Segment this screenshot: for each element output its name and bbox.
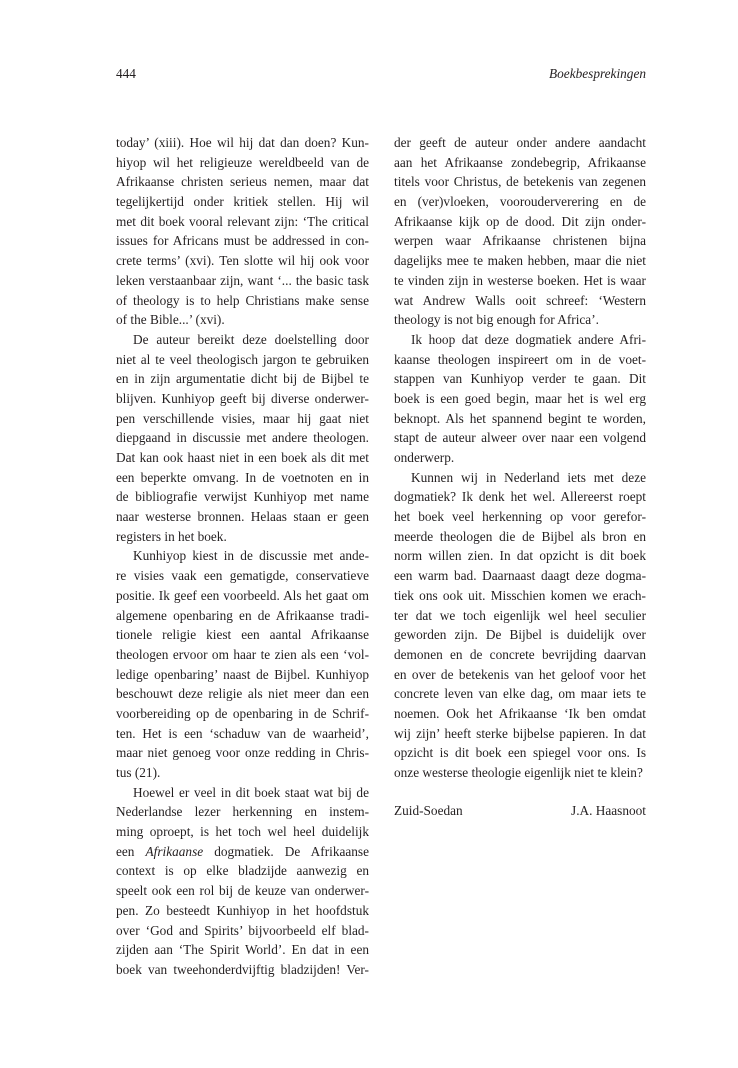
text-run: een bbox=[116, 843, 146, 859]
text-line: het boek veel herkenning op voor gerefor- bbox=[394, 509, 646, 525]
text-line: Afrikaanse kijk op de dood. Dit zijn onder- bbox=[394, 213, 646, 229]
text-line: ter dat we toch eigenlijk wel heel seculier bbox=[394, 607, 646, 623]
text-line: boek is een goed begin, maar het is wel erg bbox=[394, 390, 646, 406]
text-line bbox=[116, 842, 369, 862]
text-line: norm willen zien. In dat opzicht is dit boek bbox=[394, 548, 646, 564]
text-line: Dat kan ook haast niet in een boek als dit met bbox=[116, 450, 369, 465]
paragraph bbox=[116, 330, 369, 547]
text-line: stappen van Kunhiyop verder te gaan. Dit bbox=[394, 371, 646, 387]
text-line: crete terms’ (xvi). Ten slotte wil hij ook voor bbox=[116, 253, 369, 269]
text-line: werpen waar Afrikaanse christenen bijna bbox=[394, 233, 646, 249]
text-line: registers in het boek. bbox=[116, 528, 227, 544]
text-line: today’ (xiii). Hoe wil hij dat dan doen? Kun- bbox=[116, 135, 369, 150]
text-line: en in zijn argumentatie dicht bij de Bijbel te bbox=[116, 371, 369, 387]
text-line: Kunnen wij in Nederland iets met deze bbox=[411, 469, 646, 485]
paragraph bbox=[116, 133, 369, 330]
text-line: positie. Ik geef een voorbeeld. Als het gaat om bbox=[116, 587, 369, 603]
text-line: algemene openbaring en de Afrikaanse tradi- bbox=[116, 607, 369, 623]
paragraph bbox=[394, 330, 646, 468]
text-line: een warm bad. Daarnaast daagt deze dogma- bbox=[394, 568, 646, 584]
text-line: Nederlandse lezer herkenning en instem- bbox=[116, 804, 369, 820]
text-line: theologen ervoor om haar te zien als een ‘vol- bbox=[116, 646, 369, 662]
text-line: De auteur bereikt deze doelstelling door bbox=[133, 331, 369, 347]
text-line: noemen. Ook het Afrikaanse ‘Ik ben omdat bbox=[394, 705, 646, 721]
left-column bbox=[116, 133, 369, 980]
paragraph bbox=[116, 783, 369, 980]
text-line: een beperkte omvang. In de voetnoten en in bbox=[116, 469, 369, 485]
text-line: met dit boek vooral relevant zijn: ‘The critical bbox=[116, 213, 369, 229]
text-line: onderwerp. bbox=[394, 450, 455, 465]
text-line: of the Bible...’ (xvi). bbox=[116, 312, 225, 328]
text-line: opzicht is dit boek een spiegel voor ons. Is bbox=[394, 745, 646, 761]
paragraph bbox=[394, 133, 646, 330]
italic-text: Afrikaanse bbox=[145, 843, 204, 859]
text-line: stapt de auteur alweer over naar een volgend bbox=[394, 430, 646, 446]
text-line: onze westerse theologie eigenlijk niet te klein? bbox=[394, 765, 643, 780]
text-line: concrete leven van elke dag, om maar iets te bbox=[394, 686, 646, 702]
section-title: Boekbesprekingen bbox=[549, 66, 646, 81]
review-signature bbox=[394, 801, 646, 821]
text-line: te vinden zijn in westerse boeken. Het is waar bbox=[394, 272, 646, 288]
text-line: der geeft de auteur onder andere aandacht bbox=[394, 135, 646, 150]
text-line: geworden zijn. De Bijbel is duidelijk over bbox=[394, 627, 646, 643]
paragraph bbox=[116, 546, 369, 782]
text-line: context is op elke bladzijde aanwezig en bbox=[116, 863, 369, 879]
text-line: meerde theologen die de Bijbel als bron en bbox=[394, 528, 646, 544]
text-line: ledige openbaring’ naast de Bijbel. Kunhiyop bbox=[116, 666, 369, 682]
text-line: niet al te veel theologisch jargon te gebruiken bbox=[116, 351, 369, 367]
running-header bbox=[116, 64, 646, 84]
text-line: blijven. Kunhiyop geeft bij diverse onderwer- bbox=[116, 390, 369, 406]
text-line: dogmatiek? Ik denk het wel. Allereerst roept bbox=[394, 489, 646, 505]
text-run: dogmatiek. De Afrikaanse bbox=[203, 843, 369, 859]
text-line: tus (21). bbox=[116, 765, 161, 780]
signature-author: J.A. Haasnoot bbox=[571, 803, 646, 818]
text-line: leken verstaanbaar zijn, want ‘... the basic task bbox=[116, 272, 369, 288]
text-line: wij zijn’ heeft sterke bijbelse papieren. In dat bbox=[394, 725, 646, 741]
text-line: demonen en de concrete bevrijding daarvan bbox=[394, 646, 646, 662]
text-line: pen. Zo besteedt Kunhiyop in het hoofdstuk bbox=[116, 902, 369, 918]
text-line: beschouwt deze religie als niet meer dan een bbox=[116, 686, 369, 702]
text-line: maar niet genoeg voor onze redding in Chris- bbox=[116, 745, 369, 761]
text-line: ming oproept, is het toch wel heel duidelijk bbox=[116, 824, 369, 840]
text-line: tegelijkertijd onder kritiek stellen. Hij wil bbox=[116, 194, 369, 210]
text-line: diepgaand in discussie met andere theologen. bbox=[116, 430, 369, 446]
text-line: Ik hoop dat deze dogmatiek andere Afri- bbox=[411, 331, 646, 347]
text-line: pen verschillende visies, maar hij gaat niet bbox=[116, 410, 369, 426]
text-line: over ‘God and Spirits’ bijvoorbeeld elf blad- bbox=[116, 922, 369, 938]
text-line: beknopt. Als het spannend begint te worden, bbox=[394, 410, 646, 426]
text-line: tiek ons ook uit. Misschien komen we erach- bbox=[394, 587, 646, 603]
text-line: hiyop wil het religieuze wereldbeeld van de bbox=[116, 154, 369, 170]
text-line: ten. Het is een ‘schaduw van de waarheid’, bbox=[116, 725, 369, 741]
text-line: kaanse theologen inspireert om in de voet- bbox=[394, 351, 646, 367]
text-line: en (ver)vloeken, voorouderverering en de bbox=[394, 194, 646, 210]
text-line: Kunhiyop kiest in de discussie met ande- bbox=[133, 548, 369, 564]
text-line: re visies vaak een gematigde, conservatieve bbox=[116, 568, 369, 584]
text-line: of theology is to help Christians make sense bbox=[116, 292, 369, 308]
page-number: 444 bbox=[116, 66, 136, 81]
text-line: boek van tweehonderdvijftig bladzijden! Ver- bbox=[116, 961, 369, 977]
signature-place: Zuid-Soedan bbox=[394, 803, 463, 818]
text-line: dagelijks mee te maken hebben, maar die niet bbox=[394, 253, 646, 269]
text-line: Afrikaanse christen serieus nemen, maar dat bbox=[116, 174, 369, 190]
text-line: titels voor Christus, de betekenis van zegenen bbox=[394, 174, 646, 190]
text-line: de bibliografie verwijst Kunhiyop met name bbox=[116, 489, 369, 505]
text-line: issues for Africans must be addressed in con- bbox=[116, 233, 369, 249]
text-line: voorbereiding op de openbaring in de Schrif- bbox=[116, 705, 369, 721]
right-column bbox=[394, 133, 646, 783]
text-line: Hoewel er veel in dit boek staat wat bij de bbox=[133, 784, 369, 800]
paragraph bbox=[394, 468, 646, 783]
text-line: speelt ook een rol bij de keuze van onderwer- bbox=[116, 883, 369, 899]
text-line: aan het Afrikaanse zondebegrip, Afrikaanse bbox=[394, 154, 646, 170]
text-line: zijden aan ‘The Spirit World’. En dat in een bbox=[116, 942, 369, 958]
text-line: wat Andrew Walls ooit schreef: ‘Western bbox=[394, 292, 646, 308]
text-line: theology is not big enough for Africa’. bbox=[394, 312, 599, 328]
text-line: en over de betekenis van het geloof voor het bbox=[394, 666, 646, 682]
text-line: tionele religie kiest een aantal Afrikaanse bbox=[116, 627, 369, 643]
text-line: naar westerse bronnen. Helaas staan er geen bbox=[116, 509, 369, 525]
